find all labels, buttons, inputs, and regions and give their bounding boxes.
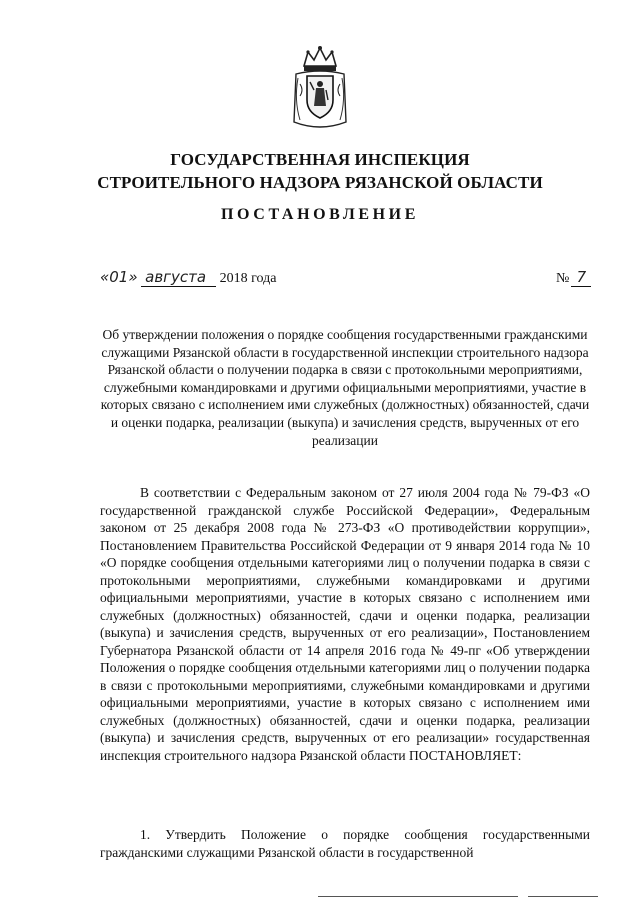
- date-close-quote: »: [128, 268, 138, 286]
- document-number-value: 7: [571, 268, 591, 287]
- footer-divider: [318, 896, 518, 897]
- document-subject: Об утверждении положения о порядке сообщения государственными гражданскими служащими Рязанской области в государственной инспекции строительного надзора Рязанской области о получении подарка в связи с протокольными мероприятиями, служебными командировками и другими официальными мероприятиями, участие в которых связано с исполнением ими служебных (должностных) обязанностей, сдачи и оценки подарка, реализации (выкупа) и зачисления средств, вырученных от его реализации: [100, 327, 590, 448]
- document-number: [556, 268, 591, 287]
- organization-title-line-2: СТРОИТЕЛЬНОГО НАДЗОРА РЯЗАНСКОЙ ОБЛАСТИ: [97, 173, 543, 192]
- organization-title-line-1: ГОСУДАРСТВЕННАЯ ИНСПЕКЦИЯ: [170, 150, 470, 169]
- footer-divider: [528, 896, 598, 897]
- document-number-label: №: [556, 271, 570, 286]
- document-type-heading: ПОСТАНОВЛЕНИЕ: [221, 206, 419, 223]
- coat-of-arms-icon: [290, 44, 350, 134]
- date-year: 2018 года: [219, 271, 277, 286]
- preamble-paragraph: В соответствии с Федеральным законом от 27 июля 2004 года № 79-ФЗ «О государственной гражданской службе Российской Федерации», Федеральным законом от 25 декабря 2008 года № 273-ФЗ «О противодействии коррупции», Постановлением Правительства Российской Федерации от 9 января 2014 года № 10 «О порядке сообщения отдельными категориями лиц о получении подарка в связи с протокольными мероприятиями, служебными командировками и другими официальными мероприятиями, участие в которых связано с исполнением ими служебных (должностных) обязанностей, сдачи и оценки подарка, реализации (выкупа) и зачисления средств, вырученных от его реализации», Постановлением Губернатора Рязанской области от 14 апреля 2016 года № 49-пг «Об утверждении Положения о порядке сообщения отдельными категориями лиц о получении подарка в связи с протокольными мероприятиями, служебными командировками и другими официальными мероприятиями, участие в которых связано с исполнением ими служебных (должностных) обязанностей, сдачи и оценки подарка, реализации (выкупа) и зачисления средств, вырученных от его реализации» государственная инспекция строительного надзора Рязанской области ПОСТАНОВЛЯЕТ:: [100, 485, 590, 763]
- item-1-paragraph: 1. Утвердить Положение о порядке сообщения государственными гражданскими служащими Рязанской области в государственной: [100, 827, 590, 860]
- date-month: августа: [141, 268, 216, 287]
- organization-title: [0, 148, 640, 194]
- date-day: 01: [109, 268, 129, 286]
- document-date: [100, 268, 276, 287]
- date-open-quote: «: [100, 268, 110, 286]
